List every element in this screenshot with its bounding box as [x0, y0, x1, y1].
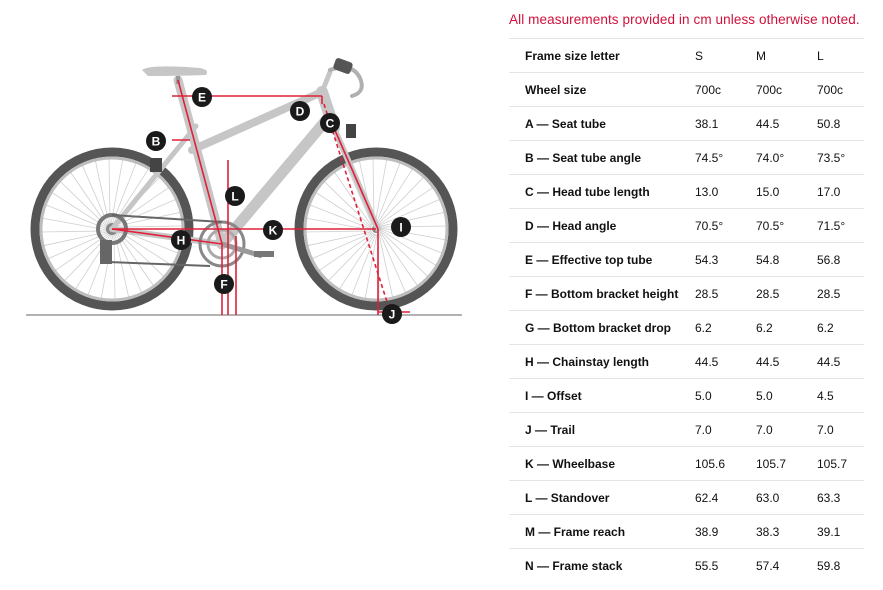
measurement-label-k: [263, 220, 283, 240]
measurement-label-e: [192, 87, 212, 107]
row-value: 73.5°: [817, 141, 864, 175]
header-row: [509, 39, 864, 73]
table-row: [509, 107, 864, 141]
row-value: 7.0: [756, 413, 817, 447]
row-label: F — Bottom bracket height: [509, 277, 695, 311]
row-value: 50.8: [817, 107, 864, 141]
table-row: [509, 515, 864, 549]
row-label: C — Head tube length: [509, 175, 695, 209]
measurement-label-c: [320, 113, 340, 133]
svg-text:D: D: [295, 104, 305, 119]
measurement-label-f: [214, 274, 234, 294]
row-value: 44.5: [756, 345, 817, 379]
row-label: I — Offset: [509, 379, 695, 413]
row-label: Wheel size: [509, 73, 695, 107]
row-value: 59.8: [817, 549, 864, 583]
row-value: 38.9: [695, 515, 756, 549]
row-value: 39.1: [817, 515, 864, 549]
row-value: 700c: [817, 73, 864, 107]
row-value: 54.3: [695, 243, 756, 277]
saddle-icon: [142, 66, 207, 76]
measurement-label-b: [146, 131, 166, 151]
table-row: [509, 277, 864, 311]
measurement-label-i: [391, 217, 411, 237]
row-value: 38.3: [756, 515, 817, 549]
row-value: 57.4: [756, 549, 817, 583]
row-value: 62.4: [695, 481, 756, 515]
table-row: [509, 243, 864, 277]
row-value: 105.7: [817, 447, 864, 481]
table-row: [509, 141, 864, 175]
measurement-label-h: [171, 230, 191, 250]
brake-icon: [346, 124, 356, 138]
svg-text:K: K: [268, 223, 278, 238]
row-value: 28.5: [695, 277, 756, 311]
row-label: E — Effective top tube: [509, 243, 695, 277]
row-value: 38.1: [695, 107, 756, 141]
row-value: 63.0: [756, 481, 817, 515]
row-label: N — Frame stack: [509, 549, 695, 583]
row-value: 44.5: [695, 345, 756, 379]
row-value: 17.0: [817, 175, 864, 209]
table-row: [509, 209, 864, 243]
row-label: A — Seat tube: [509, 107, 695, 141]
table-row: [509, 379, 864, 413]
row-label: L — Standover: [509, 481, 695, 515]
row-value: 700c: [756, 73, 817, 107]
row-value: 13.0: [695, 175, 756, 209]
row-value: 44.5: [756, 107, 817, 141]
row-label: B — Seat tube angle: [509, 141, 695, 175]
row-label: K — Wheelbase: [509, 447, 695, 481]
svg-text:J: J: [388, 307, 396, 322]
row-value: 54.8: [756, 243, 817, 277]
row-value: 105.6: [695, 447, 756, 481]
row-value: 5.0: [756, 379, 817, 413]
spoke: [381, 226, 446, 227]
table-row: [509, 311, 864, 345]
row-value: 55.5: [695, 549, 756, 583]
row-value: 4.5: [817, 379, 864, 413]
row-value: 6.2: [695, 311, 756, 345]
svg-text:B: B: [151, 134, 161, 149]
grip-icon: [332, 57, 353, 74]
row-label: G — Bottom bracket drop: [509, 311, 695, 345]
table-row: [509, 447, 864, 481]
brake-icon: [150, 158, 162, 172]
measurement-label-d: [290, 101, 310, 121]
spoke: [375, 160, 387, 224]
row-value: 70.5°: [695, 209, 756, 243]
row-value: S: [695, 39, 756, 73]
table-row: [509, 549, 864, 583]
table-row: [509, 481, 864, 515]
row-value: L: [817, 39, 864, 73]
row-value: 7.0: [817, 413, 864, 447]
svg-text:L: L: [231, 189, 239, 204]
measurement-label-j: [382, 304, 402, 324]
row-value: 15.0: [756, 175, 817, 209]
spoke: [379, 233, 393, 297]
row-value: 28.5: [756, 277, 817, 311]
row-value: 56.8: [817, 243, 864, 277]
table-row: [509, 73, 864, 107]
row-label: Frame size letter: [509, 39, 695, 73]
svg-text:C: C: [325, 116, 335, 131]
units-note: All measurements provided in cm unless otherwise noted.: [509, 12, 860, 27]
row-value: 700c: [695, 73, 756, 107]
row-value: 5.0: [695, 379, 756, 413]
svg-text:E: E: [197, 90, 207, 105]
row-label: M — Frame reach: [509, 515, 695, 549]
spoke: [308, 232, 372, 246]
row-value: 74.0°: [756, 141, 817, 175]
row-value: 63.3: [817, 481, 864, 515]
row-label: D — Head angle: [509, 209, 695, 243]
row-label: J — Trail: [509, 413, 695, 447]
svg-text:H: H: [176, 233, 186, 248]
geometry-table: [509, 38, 864, 582]
row-value: 28.5: [817, 277, 864, 311]
spoke: [381, 228, 445, 240]
spoke: [380, 212, 444, 226]
table-row: [509, 345, 864, 379]
row-value: 71.5°: [817, 209, 864, 243]
row-value: 7.0: [695, 413, 756, 447]
row-label: H — Chainstay length: [509, 345, 695, 379]
row-value: 6.2: [817, 311, 864, 345]
row-value: 105.7: [756, 447, 817, 481]
table-row: [509, 175, 864, 209]
svg-text:F: F: [220, 277, 228, 292]
row-value: 6.2: [756, 311, 817, 345]
row-value: 70.5°: [756, 209, 817, 243]
row-value: M: [756, 39, 817, 73]
svg-text:I: I: [399, 220, 403, 235]
measurement-label-l: [225, 186, 245, 206]
row-value: 44.5: [817, 345, 864, 379]
table-row: [509, 413, 864, 447]
row-value: 74.5°: [695, 141, 756, 175]
spoke: [306, 231, 371, 232]
